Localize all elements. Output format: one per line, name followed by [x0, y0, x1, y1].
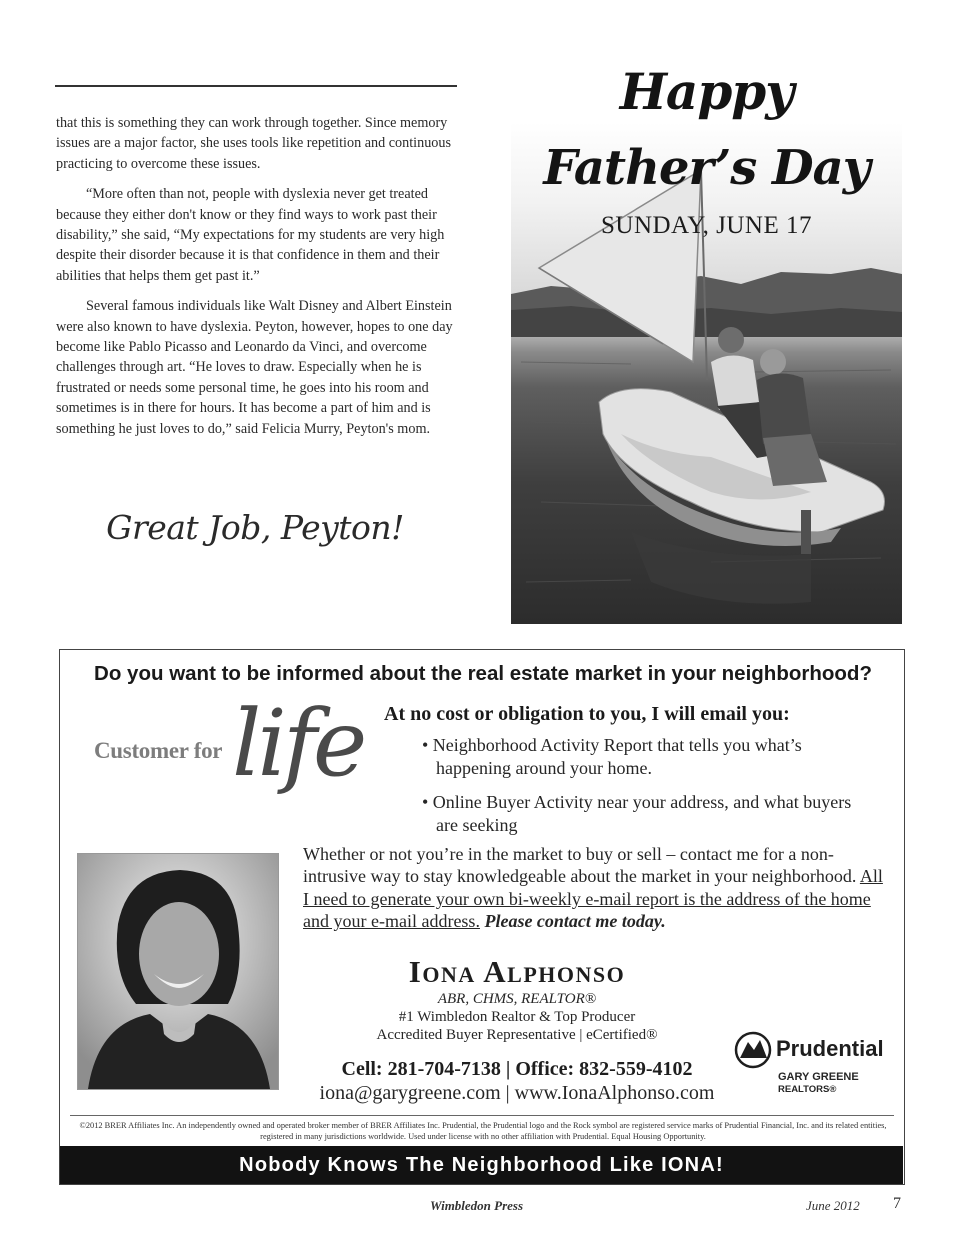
footer-publication: Wimbledon Press	[430, 1198, 524, 1213]
ad-offer: At no cost or obligation to you, I will email you:	[384, 703, 790, 725]
article-paragraph: Several famous individuals like Walt Disney and Albert Einstein were also known to have dyslexia. Peyton, however, hopes to one day become like Pablo Picasso and Leonardo da Vinci, and overcome challenges through art. “He loves to draw. Especially when he is frustrated or needs some personal time, he goes into his room and sometimes is in there for hours. It has become a part of him and is something he just loves to do,” said Felicia Murry, Peyton's mom.	[56, 298, 453, 437]
real-estate-ad	[59, 649, 905, 1185]
article-paragraph: that this is something they can work through together. Since memory issues are a major factor, she uses tools like repetition and continuous practicing to overcome these issues.	[56, 115, 452, 172]
brokerage-name: GARY GREENE	[778, 1071, 859, 1083]
closing-line: Great Job, Peyton!	[106, 508, 404, 547]
customer-for-life-logo	[90, 690, 390, 846]
top-rule	[55, 85, 457, 87]
greeting-line-2: Father’s Day	[543, 140, 870, 196]
legal-disclaimer: ©2012 BRER Affiliates Inc. An independently owned and operated broker member of BRER Affiliates Inc. Prudential, the Prudential logo and the Rock symbol are registered service marks of Prudential Financial, Inc. and its related entities, registered in many jurisdictions worldwide. Used under license with no other affiliation with Prudential. Equal Housing Opportunity.	[79, 1121, 887, 1141]
agent-credentials: ABR, CHMS, REALTOR®	[437, 991, 597, 1007]
ad-headline: Do you want to be informed about the real estate market in your neighborhood?	[94, 662, 872, 685]
ad-body-underlined: All I need to generate your own bi-weekly e-mail report is the address of the home and your e-mail address.	[303, 866, 883, 932]
brokerage-subtitle: REALTORS®	[778, 1084, 837, 1095]
logo-script: life	[232, 690, 364, 797]
ad-body	[303, 843, 893, 933]
agent-title: #1 Wimbledon Realtor & Top Producer	[398, 1009, 636, 1025]
greeting-line-1: Happy	[619, 62, 794, 121]
ad-banner: Nobody Knows The Neighborhood Like IONA!	[60, 1146, 903, 1184]
ad-bullet: • Online Buyer Activity near your address, and what buyers are seeking	[422, 792, 852, 835]
holiday-date: SUNDAY, JUNE 17	[600, 212, 812, 239]
agent-contact-links[interactable]: iona@garygreene.com | www.IonaAlphonso.com	[319, 1082, 715, 1104]
page-number: 7	[893, 1195, 901, 1212]
footer-date: June 2012	[806, 1198, 860, 1213]
legal-divider	[70, 1115, 894, 1116]
article-paragraph: “More often than not, people with dyslexia never get treated because they either don't know or they find ways to work past their disability,” she said, “My expectations for my students are very high despite their disorder because it is that confidence in them and their abilities that helps them get past it.”	[56, 186, 445, 284]
agent-designation: Accredited Buyer Representative | eCertified®	[376, 1027, 658, 1043]
agent-name: Iona Alphonso	[408, 954, 626, 989]
ad-call-to-action: Please contact me today.	[484, 911, 666, 932]
agent-photo	[77, 853, 279, 1090]
ad-body-text: Whether or not you’re in the market to buy or sell – contact me for a non-intrusive way to stay knowledgeable about the market in your neighborhood.	[303, 844, 857, 887]
agent-phones: Cell: 281-704-7138 | Office: 832-559-4102	[341, 1058, 693, 1080]
logo-text: Customer for	[94, 738, 223, 763]
agent-portrait-image	[78, 854, 278, 1089]
fathers-day-panel	[511, 62, 902, 624]
article-body	[56, 113, 458, 449]
ad-bullet: • Neighborhood Activity Report that tells you what’s happening around your home.	[422, 735, 802, 778]
prudential-brand: Prudential	[776, 1036, 884, 1061]
